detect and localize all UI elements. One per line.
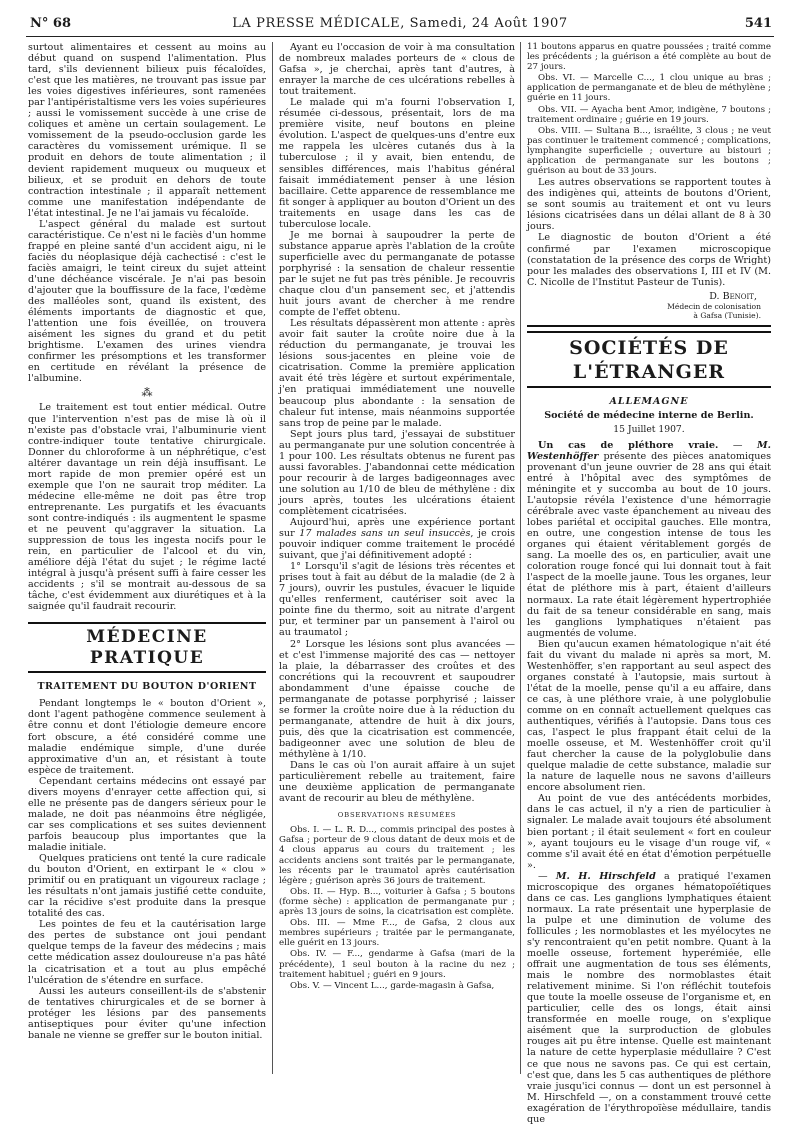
asterism-divider: ⁂ <box>141 386 153 400</box>
column-separator <box>520 42 521 1074</box>
paragraph: Sept jours plus tard, j'essayai de substituer au permanganate pur une solution concentrée à 1 pour 100. Les résultats obtenus ne furent pas aussi favorables. J'abandonnai cette médication pour recourir à de larges badigeonnages avec une solution au 1/10 de bleu de méthylène : dix jours après, toutes les ulcérations étaient complètement cicatrisées. <box>279 428 515 517</box>
country-heading: ALLEMAGNE <box>609 395 689 407</box>
section-title: SOCIÉTÉS DE L'ÉTRANGER <box>569 336 729 383</box>
observation-item: Obs. III. — Mme F..., de Gafsa, 2 clous aux membres supérieurs ; traitée par le permanganate, elle guérit en 13 jours. <box>279 918 515 949</box>
paragraph: L'aspect général du malade est surtout caractéristique. Ce n'est ni le faciès d'un homme frappé en pleine santé d'un accident aigu, ni le faciès du néoplasique déjà cachectisé : c'est le faciès amaigri, le teint cireux du sujet atteint d'une déchéance viscérale. Je n'ai pas besoin d'ajouter que la bouffissure de la face, l'œdème des malléoles sont, quand ils existent, des éléments importants de diagnostic et que, l'attention une fois éveillée, on trouvera aisément les signes du grand et du petit brightisme. L'examen des urines viendra confirmer les présomptions et les transformer en certitude en révélant la présence de l'albumine. <box>28 218 266 385</box>
author-location: à Gafsa (Tunisie). <box>693 311 761 321</box>
paragraph-text: a pratiqué l'examen microscopique des organes hématopoïétiques dans ce cas. Les ganglions lymphatiques étaient normaux. La rate présentait une hyperplasie de la pulpe et une diminution de volume des follicules ; les normoblastes et les myélocytes ne s'y rencontraient qu'en petit nombre. Quant à la moelle osseuse, fortement hyperémiée, elle offrait une augmentation de tous ses éléments, mais le nombre des normoblastes était relativement minime. Si l'on réfléchit toutefois que toute la moelle osseuse de l'organisme et, en particulier, celle des os longs, était ainsi transformée en moelle rouge, on s'explique aisément que la surproduction de globules rouges ait pu être intense. Quelle est maintenant la nature de cette hyperplasie médullaire ? C'est ce que nous ne savons pas. Ce qui est certain, c'est que, dans les 5 cas authentiques de pléthore vraie jusqu'ici connus — dont un est personnel à M. Hirschfeld —, on a constamment trouvé cette exagération de l'érythropoïèse médullaire, tandis que <box>527 870 771 1125</box>
section-heading-box <box>28 622 266 673</box>
observation-item: Obs. VIII. — Sultana B..., israélite, 3 clous ; ne veut pas continuer le traitement commencé ; complications, lymphangite superficielle ; ouverture au bistouri ; application de permanganate sur les boutons ; guérison au bout de 33 jours. <box>527 125 771 177</box>
observation-item: Obs. VII. — Ayacha bent Amor, indigène, 7 boutons ; traitement ordinaire ; guérie en 19 jours. <box>527 104 771 125</box>
observations-list <box>279 825 515 991</box>
paragraph: Le diagnostic de bouton d'Orient a été confirmé par l'examen microscopique (constatation de la présence des corps de Wright) pour les malades des observations I, III et IV (M. C. Nicolle de l'Institut Pasteur de Tunis). <box>527 232 771 288</box>
observations-heading: OBSERVATIONS RÉSUMÉES <box>337 811 457 820</box>
column-separator <box>272 42 273 1074</box>
column-right <box>527 42 771 1125</box>
observation-item: Obs. I. — L. R. D..., commis principal des postes à Gafsa ; porteur de 9 clous datant de deux mois et de 4 clous apparus au cours du traitement ; les accidents anciens sont traités par le permanganate, les récents par le traumatol après cautérisation légère ; guérison après 36 jours de traitement. <box>279 825 515 886</box>
page-number: 541 <box>744 16 772 31</box>
paragraph: Les pointes de feu et la cautérisation large des pertes de substance ont joui pendant quelque temps de la faveur des médecins ; mais cette médication assez douloureuse n'a pas hâté la cicatrisation et a tout au plus empêché l'ulcération de s'étendre en surface. <box>28 919 266 986</box>
observation-item: Obs. IV. — F..., gendarme à Gafsa (mari de la précédente), 1 seul bouton à la racine du nez ; traitement habituel ; guéri en 9 jours. <box>279 949 515 980</box>
observation-item: Obs. VI. — Marcelle C..., 1 clou unique au bras ; application de permanganate et de bleu de méthylène ; guérie en 11 jours. <box>527 73 771 104</box>
section-heading-box <box>527 331 771 388</box>
paragraph: Les résultats dépassèrent mon attente : après avoir fait sauter la croûte noire due à la réduction du permanganate, je trouvai les lésions sous-jacentes en pleine voie de cicatrisation. Comme la première application avait été très légère et surtout expérimentale, j'en pratiquai immédiatement une nouvelle beaucoup plus abondante : la sensation de chaleur fut intense, mais néanmoins supportée sans trop de peine par le malade. <box>279 318 515 429</box>
paragraph: Au point de vue des antécédents morbides, dans le cas actuel, il n'y a rien de particulier à signaler. Le malade avait toujours été absolument bien portant ; il était seulement « fort en couleur », ayant toujours eu le visage d'un rouge vif, « comme s'il avait été en état d'émotion perpétuelle ». <box>527 793 771 871</box>
column-middle <box>279 42 515 1074</box>
paragraph: Les autres observations se rapportent toutes à des indigènes qui, atteints de boutons d'Orient, se sont soumis au traitement et ont vu leurs lésions cicatrisées dans un délai allant de 8 à 30 jours. <box>527 177 771 233</box>
paragraph: 2° Lorsque les lésions sont plus avancées — et c'est l'immense majorité des cas — nettoyer la plaie, la débarrasser des croûtes et des concrétions qui la recouvrent et saupoudrer abondamment d'une épaisse couche de permanganate de potasse porphyrisé ; laisser se former la croûte noire due à la réduction du permanganate, attendre de huit à dix jours, puis, dès que la cicatrisation est commencée, badigeonner avec une solution de bleu de méthylène à 1/10. <box>279 638 515 760</box>
issue-number: N° 68 <box>30 16 71 31</box>
author-title: Médecin de colonisation <box>667 301 761 311</box>
case-title: Un cas de pléthore vraie. <box>538 439 719 451</box>
paragraph: Le traitement est tout entier médical. Outre que l'intervention n'est pas de mise là où il n'existe pas d'obstacle vrai, l'albuminurie vient contre-indiquer toute tentative chirurgicale. Donner du chloroforme à un néphrétique, c'est altérer davantage un rein déjà insuffisant. Le mort rapide de mon premier opéré est un exemple que l'on ne saurait trop méditer. La médecine elle-même ne doit pas être trop entreprenante. Les purgatifs et les évacuants sont contre-indiqués : ils augmentent le spasme et ne peuvent qu'aggraver la situation. La suppression de tous les ingesta nocifs pour le rein, en particulier de l'alcool et du vin, améliore déjà l'état du sujet ; le régime lacté intégral à jusqu'à présent suffi à faire cesser les accidents ; s'il se montrait au-dessous de sa tâche, c'est évidemment aux diurétiques et à la saignée qu'il faudrait recourir. <box>28 402 266 613</box>
paragraph: Pendant longtemps le « bouton d'Orient », dont l'agent pathogène commence seulement à être connu et dont l'étiologie demeure encore fort obscure, a été considéré comme une maladie endémique simple, d'une durée approximative d'un an, et résistant à toute espèce de traitement. <box>28 698 266 776</box>
observation-item: Obs. V. — Vincent L..., garde-magasin à Gafsa, <box>290 980 495 991</box>
emphasis-text: 17 malades sans un seul insuccès <box>299 528 471 540</box>
paragraph: Bien qu'aucun examen hématologique n'ait été fait du vivant du malade ni après sa mort, M. Westenhöffer, s'en rapportant au seul aspect des organes constaté à l'autopsie, mais surtout à l'état de la moelle, pense qu'il a eu affaire, dans ce cas, à une pléthore vraie, à une polyglobulie comme on en connaît actuellement quelques cas authentiques, vérifiés à l'autopsie. Dans tous ces cas, l'aspect le plus frappant était celui de la moelle osseuse, et M. Westenhöffer croit qu'il faut chercher la cause de la polyglobulie dans quelque maladie de cette substance, maladie sur la nature de laquelle nous ne savons d'ailleurs encore absolument rien. <box>527 638 771 794</box>
case-author: M. Westenhöffer <box>527 439 771 462</box>
observation-item: 11 boutons apparus en quatre poussées ; traité comme les précédents ; la guérison a été complète au bout de 27 jours. <box>527 42 771 73</box>
section-rule <box>527 325 771 327</box>
paragraph: 1° Lorsqu'il s'agit de lésions très récentes et prises tout à fait au début de la maladie (de 2 à 7 jours), ouvrir les pustules, évacuer le liquide qu'elles renferment, cautériser soit avec la pointe fine du thermo, soit au nitrate d'argent pur, et terminer par un pansement à l'airol ou au traumatol ; <box>279 561 515 639</box>
paragraph: Ayant eu l'occasion de voir à ma consultation de nombreux malades porteurs de « clous de Gafsa », je cherchai, après tant d'autres, à enrayer la marche de ces ulcérations rebelles à tout traitement. <box>279 42 515 98</box>
observation-item: Obs. II. — Hyp. B..., voiturier à Gafsa ; 5 boutons (forme sèche) : application de permanganate pur ; après 13 jours de soins, la cicatrisation est complète. <box>279 886 515 918</box>
article-title: TRAITEMENT DU BOUTON D'ORIENT <box>37 681 257 693</box>
paragraph: Aussi les auteurs conseillent-ils de s'abstenir de tentatives chirurgicales et de se borner à protéger les lésions par des pansements antiseptiques pour éviter qu'une infection banale ne vienne se greffer sur le bouton initial. <box>28 985 266 1041</box>
paragraph: Dans le cas où l'on aurait affaire à un sujet particulièrement rebelle au traitement, faire une deuxième application de permanganate avant de recourir au bleu de méthylène. <box>279 760 515 805</box>
paragraph: Cependant certains médecins ont essayé par divers moyens d'enrayer cette affection qui, si elle ne présente pas de dangers sérieux pour le malade, ne doit pas néanmoins être négligée, car ses complications et ses suites deviennent parfois beaucoup plus importantes que la maladie initiale. <box>28 775 266 853</box>
paragraph-text: Aujourd'hui, après une expérience portant sur <box>279 517 515 540</box>
paragraph: Quelques praticiens ont tenté la cure radicale du bouton d'Orient, en extirpant le « clou » primitif ou en pratiquant un vigoureux raclage ; les résultats n'ont jamais justifié cette conduite, car la récidive s'est produite dans la presque totalité des cas. <box>28 853 266 920</box>
paragraph: — M. H. Hirschfeld a pratiqué l'examen microscopique des organes hématopoïétiques dans ce cas. Les ganglions lymphatiques étaient normaux. La rate présentait une hyperplasie de la pulpe et une diminution de volume des follicules ; les normoblastes et les myélocytes ne s'y rencontraient qu'en petit nombre. Quant à la moelle osseuse, fortement hyperémiée, elle offrait une augmentation de tous ses éléments, mais le nombre des normoblastes était relativement minime. Si l'on réfléchit toutefois que toute la moelle osseuse de l'organisme et, en particulier, celle des os longs, était ainsi transformée en moelle rouge, on s'explique aisément que la surproduction de globules rouges ait pu être intense. Quelle est maintenant la nature de cette hyperplasie médullaire ? C'est ce que nous ne savons pas. Ce qui est certain, c'est que, dans les 5 cas authentiques de pléthore vraie jusqu'ici connus — dont un est personnel à M. Hirschfeld —, on a constamment trouvé cette exagération de l'érythropoïèse médullaire, tandis que <box>527 870 771 1125</box>
paragraph: Je me bornai à saupoudrer la perte de substance apparue après l'ablation de la croûte superficielle avec du permanganate de potasse porphyrisé : la sensation de chaleur ressentie par le sujet ne fut pas très pénible. Je recouvris chaque clou d'un pansement sec, et j'attendis huit jours avant de chercher à me rendre compte de l'effet obtenu. <box>279 229 515 319</box>
header-rule <box>26 36 774 37</box>
speaker-name: M. H. Hirschfeld <box>555 870 656 882</box>
observations-list <box>527 42 771 176</box>
author-signature: D. Benoit, <box>709 290 757 302</box>
page-header <box>0 0 800 34</box>
paragraph: Un cas de pléthore vraie. — M. Westenhöffer présente des pièces anatomiques provenant d'un jeune ouvrier de 28 ans qui était entré à l'hôpital avec des symptômes de méningite et y succomba au bout de 10 jours. L'autopsie révéla l'existence d'une hémorragie cérébrale avec vaste épanchement au niveau des lobes pariétal et occipital gauches. Elle montra, en outre, une congestion intense de tous les organes qui étaient véritablement gorgés de sang. La moelle des os, en particulier, avait une coloration rouge foncé qui lui donnait tout à fait l'aspect de la moelle jaune. Tous les organes, leur état de pléthore mis à part, étaient d'ailleurs normaux. La rate était légèrement hypertrophiée du fait de sa teneur considérable en sang, mais les ganglions lymphatiques n'étaient pas augmentés de volume. <box>527 439 771 639</box>
paragraph-text: présente des pièces anatomiques provenant d'un jeune ouvrier de 28 ans qui était entré à l'hôpital avec des symptômes de méningite et y succomba au bout de 10 jours. L'autopsie révéla l'existence d'une hémorragie cérébrale avec vaste épanchement au niveau des lobes pariétal et occipital gauches. Elle montra, en outre, une congestion intense de tous les organes qui étaient véritablement gorgés de sang. La moelle des os, en particulier, avait une coloration rouge foncé qui lui donnait tout à fait l'aspect de la moelle jaune. Tous les organes, leur état de pléthore mis à part, étaient d'ailleurs normaux. La rate était légèrement hypertrophiée du fait de sa teneur considérable en sang, mais les ganglions lymphatiques n'étaient pas augmentés de volume. <box>527 450 771 639</box>
journal-title: LA PRESSE MÉDICALE, Samedi, 24 Août 1907 <box>232 16 568 31</box>
column-left <box>28 42 266 1074</box>
paragraph-text: , je crois pouvoir indiquer comme traitement le procédé suivant, que j'ai définitivement adopté : <box>279 528 516 562</box>
paragraph <box>279 517 515 561</box>
section-title: MÉDECINE PRATIQUE <box>86 627 208 669</box>
meeting-date: 15 Juillet 1907. <box>613 423 685 435</box>
society-name: Société de médecine interne de Berlin. <box>544 409 754 421</box>
paragraph: Le malade qui m'a fourni l'observation I, résumée ci-dessous, présentait, lors de ma première visite, neuf boutons en pleine évolution. L'aspect de quelques-uns d'entre eux me rappela les ulcères cutanés dus à la tuberculose ; il y avait, bien entendu, de sensibles différences, mais l'habitus général faisait immédiatement penser à une lésion bacillaire. Cette apparence de ressemblance me fit songer à appliquer au bouton d'Orient un des traitements en usage dans les cas de tuberculose locale. <box>279 97 515 230</box>
paragraph: surtout alimentaires et cessent au moins au début quand on suspend l'alimentation. Plus tard, s'ils deviennent bilieux puis fécaloïdes, c'est que les matières, ne trouvant pas issue par les voies digestives inférieures, sont ramenées par l'antipéristaltisme vers les voies supérieures ; aussi le vomissement succède à une crise de coliques et amène un certain soulagement. Le vomissement de la pseudo-occlusion garde les caractères du vomissement urémique. Il se produit en dehors de toute alimentation ; il devient rapidement muqueux ou muqueux et bilieux, et se produit en dehors de toute contraction intestinale ; il apparaît nettement comme une manifestation indépendante de l'état intestinal. Je ne l'ai jamais vu fécaloïde. <box>28 42 266 219</box>
